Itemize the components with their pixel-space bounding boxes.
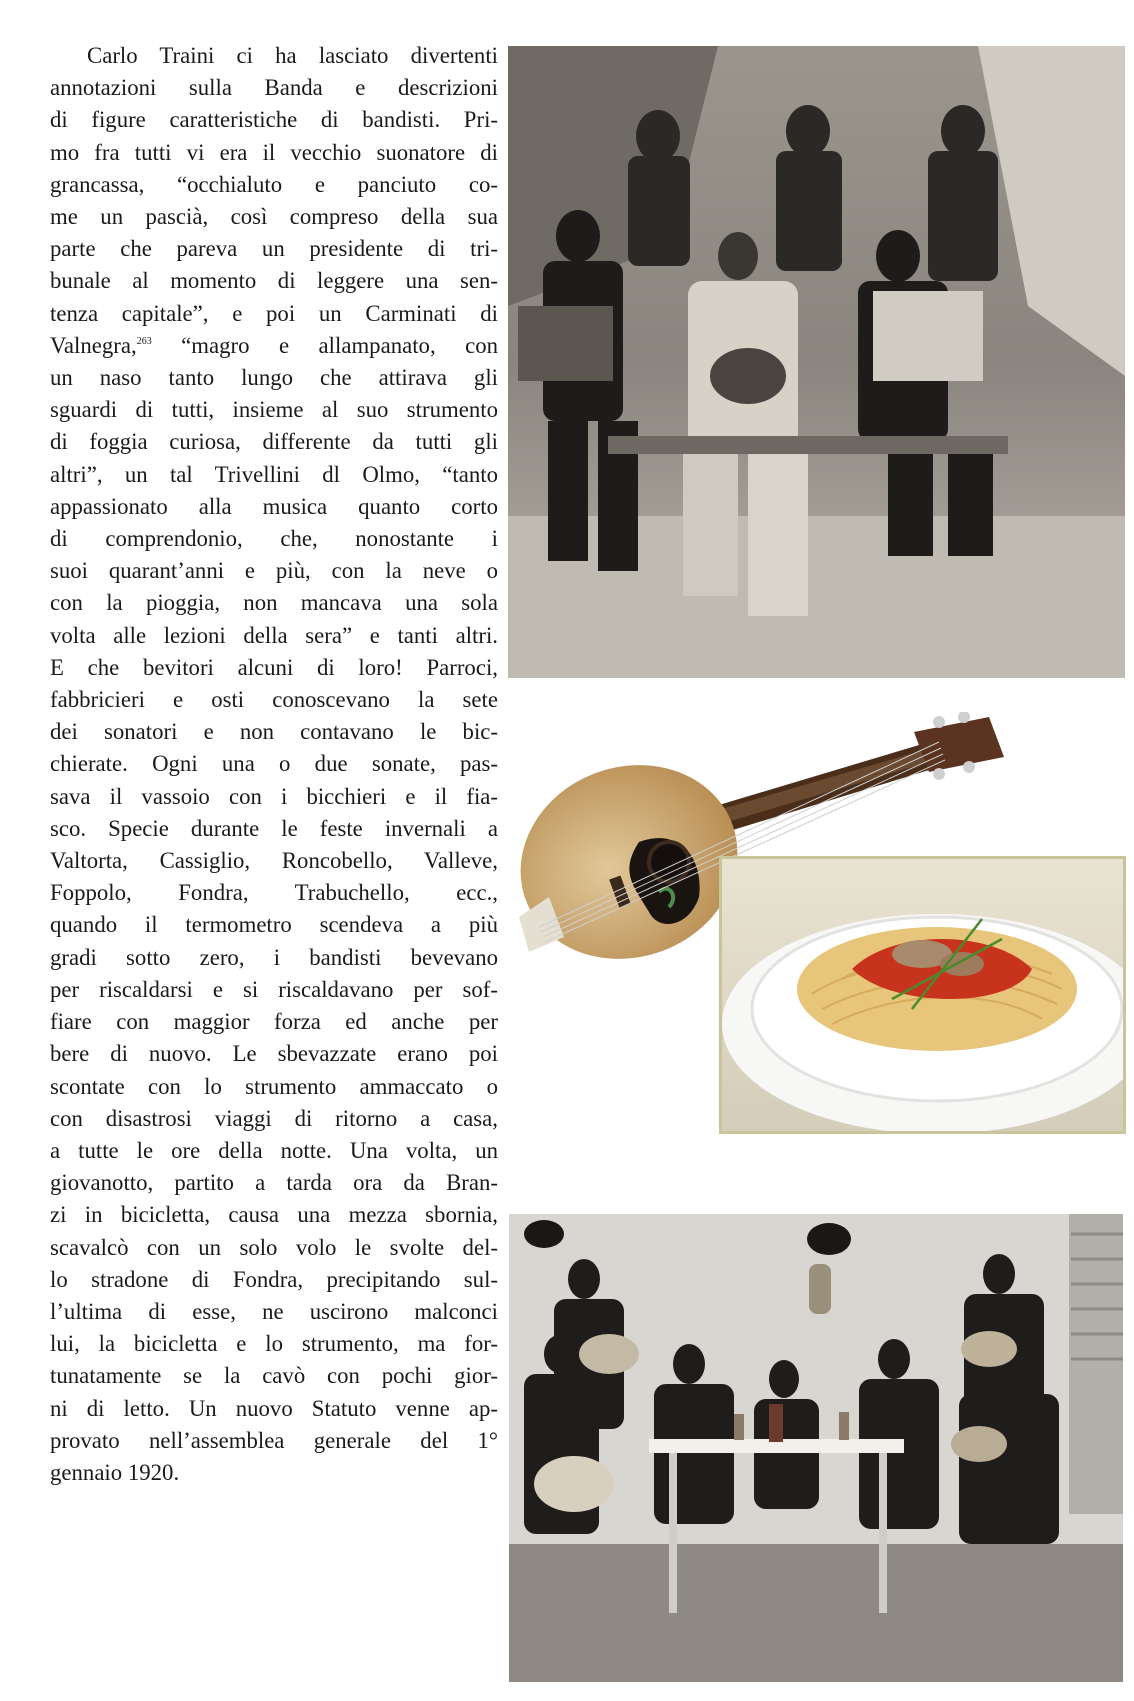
text-line: un naso tanto lungo che attirava gli	[50, 365, 498, 391]
text-line: me un pascià, così compreso della sua	[50, 204, 498, 230]
musicians-cafe-photo	[509, 1214, 1123, 1682]
footnote-reference[interactable]: 263	[136, 335, 152, 347]
text-line: lui, la bicicletta e lo strumento, ma for-	[50, 1331, 498, 1357]
text-line-with-footnote	[50, 330, 498, 362]
text-line: bunale al momento di leggere una sen-	[50, 268, 498, 294]
text-line: ni di letto. Un nuovo Statuto venne ap-	[50, 1395, 498, 1421]
text-line: tenza capitale”, e poi un Carminati di	[50, 300, 498, 326]
text-line: appassionato alla musica quanto corto	[50, 493, 498, 519]
text-line: scavalcò con un solo volo le svolte del-	[50, 1234, 498, 1260]
text-line: per riscaldarsi e si riscaldavano per sof-	[50, 976, 498, 1002]
text-line: a tutte le ore della notte. Una volta, un	[50, 1137, 498, 1163]
text-line: sava il vassoio con i bicchieri e il fia-	[50, 783, 498, 809]
text-line: fabbricieri e osti conoscevano la sete	[50, 687, 498, 713]
text-line: di figure caratteristiche di bandisti. Pri-	[50, 107, 498, 133]
text-line: zi in bicicletta, causa una mezza sbornia,	[50, 1202, 498, 1228]
text-line: altri”, un tal Trivellini dl Olmo, “tanto	[50, 461, 498, 487]
text-line: Foppolo, Fondra, Trabuchello, ecc.,	[50, 880, 498, 906]
text-line: con la pioggia, non mancava una sola	[50, 590, 498, 616]
text-line: suoi quarant’anni e più, con la neve o	[50, 558, 498, 584]
text-line: provato nell’assemblea generale del 1°	[50, 1427, 498, 1453]
text-line: di foggia curiosa, differente da tutti gli	[50, 429, 498, 455]
text-line: mo fra tutti vi era il vecchio suonatore di	[50, 139, 498, 165]
band-group-photo	[508, 46, 1125, 678]
text-line: l’ultima di esse, ne uscirono malconci	[50, 1298, 498, 1324]
text-line: con disastrosi viaggi di ritorno a casa,	[50, 1105, 498, 1131]
text-line: volta alle lezioni della sera” e tanti altri.	[50, 622, 498, 648]
text-line: parte che pareva un presidente di tri-	[50, 236, 498, 262]
text-line: Valtorta, Cassiglio, Roncobello, Valleve,	[50, 848, 498, 874]
text-line: sco. Specie durante le feste invernali a	[50, 815, 498, 841]
text-line: sguardi di tutti, insieme al suo strumento	[50, 397, 498, 423]
text-line: scontate con lo strumento ammaccato o	[50, 1073, 498, 1099]
text-line: E che bevitori alcuni di loro! Parroci,	[50, 654, 498, 680]
text-line: Carlo Traini ci ha lasciato divertenti	[87, 43, 498, 68]
text-line: chierate. Ogni una o due sonate, pas-	[50, 751, 498, 777]
body-text	[50, 40, 498, 1489]
text-line: di comprendonio, che, nonostante i	[50, 526, 498, 552]
text-line: quando il termometro scendeva a più	[50, 912, 498, 938]
text-line: grancassa, “occhialuto e panciuto co-	[50, 171, 498, 197]
text-line: tunatamente se la cavò con pochi gior-	[50, 1363, 498, 1389]
text-line: gennaio 1920.	[50, 1459, 180, 1485]
text-line: annotazioni sulla Banda e descrizioni	[50, 75, 498, 101]
text-line: dei sonatori e non contavano le bic-	[50, 719, 498, 745]
text-line: gradi sotto zero, i bandisti bevevano	[50, 944, 498, 970]
text-line: fiare con maggior forza ed anche per	[50, 1009, 498, 1035]
text-fragment: “magro e allampanato, con	[181, 332, 498, 358]
text-fragment: Valnegra,	[50, 332, 137, 358]
text-line: bere di nuovo. Le sbevazzate erano poi	[50, 1041, 498, 1067]
spaghetti-plate-photo	[719, 856, 1126, 1134]
text-line: lo stradone di Fondra, precipitando sul-	[50, 1266, 498, 1292]
text-line: giovanotto, partito a tarda ora da Bran-	[50, 1170, 498, 1196]
